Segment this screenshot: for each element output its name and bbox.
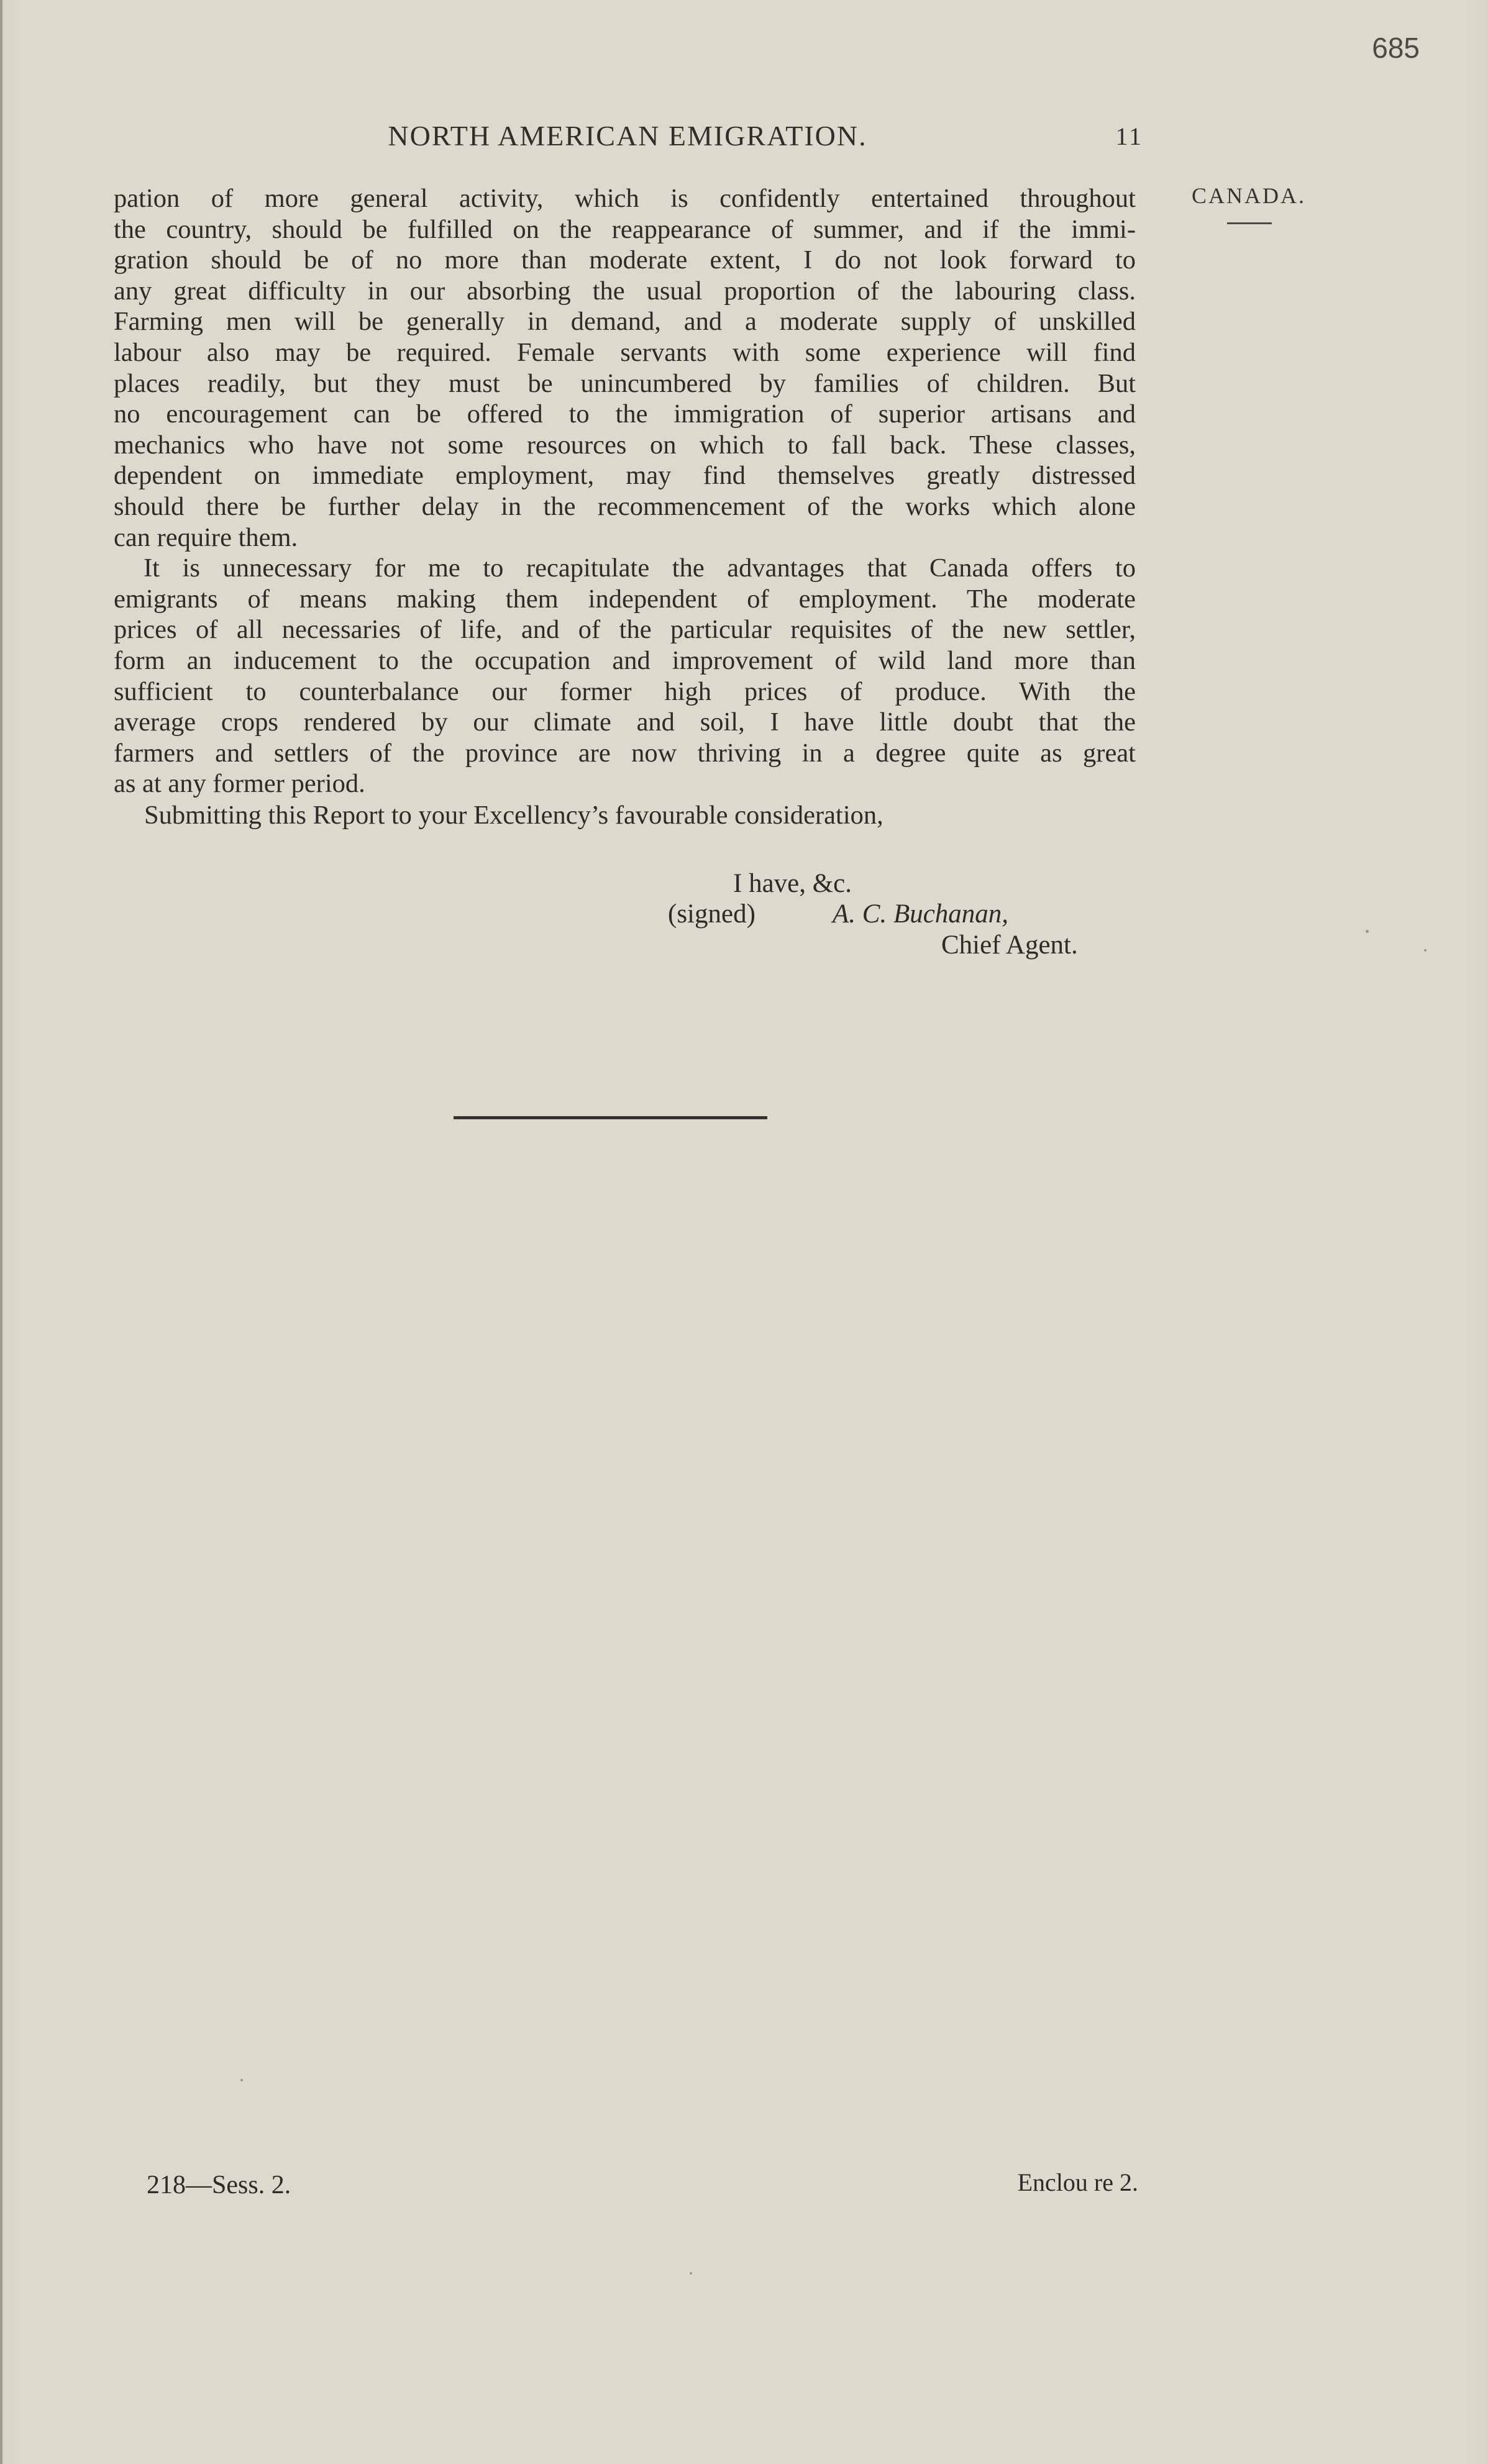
body-line: places readily, but they must be unincumbered by families of children. But bbox=[114, 368, 1136, 398]
paper-speck bbox=[690, 2272, 692, 2275]
body-line: should there be further delay in the recommencement of the works which alone bbox=[114, 491, 1136, 521]
signed-marker: (signed) bbox=[668, 899, 755, 929]
body-line: no encouragement can be offered to the immigration of superior artisans and bbox=[114, 399, 1136, 429]
folio-number: 11 bbox=[1115, 122, 1143, 150]
paper-speck bbox=[1424, 949, 1426, 952]
body-line: labour also may be required. Female servants with some experience will find bbox=[114, 337, 1136, 367]
body-text bbox=[114, 183, 1136, 799]
body-line: any great difficulty in our absorbing the usual proportion of the labouring class. bbox=[114, 276, 1136, 306]
signatory-name: A. C. Buchanan, bbox=[833, 899, 1009, 929]
closing-sentence: Submitting this Report to your Excellency’s favourable consideration, bbox=[144, 801, 883, 830]
body-line: average crops rendered by our climate and soil, I have little doubt that the bbox=[114, 707, 1136, 737]
body-line: dependent on immediate employment, may find themselves greatly distressed bbox=[114, 461, 1136, 491]
body-line: mechanics who have not some resources on which to fall back. These classes, bbox=[114, 430, 1136, 460]
footer-session-mark: 218—Sess. 2. bbox=[147, 2171, 291, 2199]
body-line: form an inducement to the occupation and improvement of wild land more than bbox=[114, 645, 1136, 675]
sidenote-rule bbox=[1227, 222, 1272, 224]
body-line: Farming men will be generally in demand, and a moderate supply of unskilled bbox=[114, 307, 1136, 337]
body-line: the country, should be fulfilled on the reappearance of summer, and if the immi- bbox=[114, 214, 1136, 244]
page-binding-edge bbox=[0, 0, 2, 2464]
section-divider-rule bbox=[454, 1116, 767, 1119]
body-line: prices of all necessaries of life, and of the particular requisites of the new settler, bbox=[114, 615, 1136, 645]
body-line: sufficient to counterbalance our former high prices of produce. With the bbox=[114, 676, 1136, 706]
footer-catchword: Enclou re 2. bbox=[1017, 2168, 1138, 2196]
body-line: emigrants of means making them independent of employment. The moderate bbox=[114, 584, 1136, 614]
body-line: can require them. bbox=[114, 522, 298, 552]
body-line: pation of more general activity, which is confidently entertained throughout bbox=[114, 184, 1136, 213]
body-line: farmers and settlers of the province are now thriving in a degree quite as great bbox=[114, 738, 1136, 768]
paper-speck bbox=[1366, 930, 1369, 933]
body-line: gration should be of no more than moderate extent, I do not look forward to bbox=[114, 245, 1136, 275]
paper-speck bbox=[240, 2079, 243, 2081]
signatory-title: Chief Agent. bbox=[941, 930, 1078, 960]
signature-salutation: I have, &c. bbox=[733, 869, 852, 898]
body-line: as at any former period. bbox=[114, 769, 365, 799]
page-stamp-number: 685 bbox=[1372, 32, 1420, 64]
margin-sidenote: CANADA. bbox=[1191, 183, 1306, 208]
running-head: NORTH AMERICAN EMIGRATION. bbox=[388, 120, 867, 152]
body-line: It is unnecessary for me to recapitulate the advantages that Canada offers to bbox=[144, 553, 1136, 583]
